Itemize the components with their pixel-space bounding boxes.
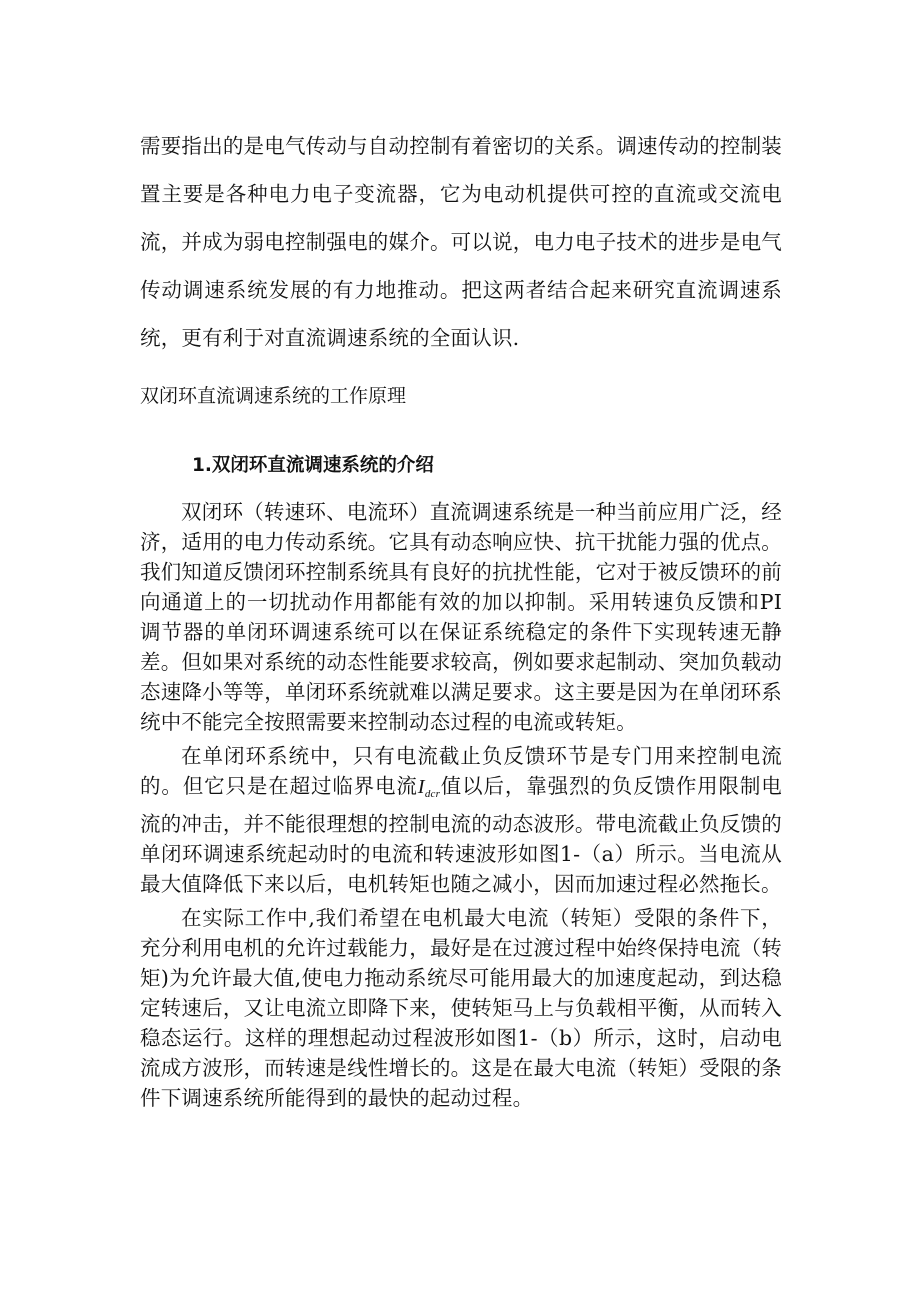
paragraph-2-after: 值以后，靠强烈的负反馈作用限制电流的冲击，并不能很理想的控制电流的动态波形。带电流截止负反馈的单闭环调速系统起动时的电流和转速波形如图1-（a）所示。当电流从最大值降低下来以后，电机转矩也随之减小，因而加速过程必然拖长。 [140, 774, 782, 896]
intro-paragraph: 需要指出的是电气传动与自动控制有着密切的关系。调速传动的控制装置主要是各种电力电子变流器，它为电动机提供可控的直流或交流电流，并成为弱电控制强电的媒介。可以说，电力电子技术的进步是电气传动调速系统发展的有力地推动。把这两者结合起来研究直流调速系统，更有利于对直流调速系统的全面认识. [140, 134, 782, 350]
sub-heading: 1.双闭环直流调速系统的介绍 [192, 455, 434, 476]
critical-current-symbol [418, 776, 440, 798]
body-text [140, 497, 782, 1117]
paragraph-2-before: 在单闭环系统中，只有电流截止负反馈环节是专门用来控制电流的。但它只是在超过临界电流 [140, 744, 782, 798]
paragraph-3: 在实际工作中,我们希望在电机最大电流（转矩）受限的条件下，充分利用电机的允许过载能力，最好是在过渡过程中始终保持电流（转矩)为允许最大值,使电力拖动系统尽可能用最大的加速度起动，到达稳定转速后，又让电流立即降下来，使转矩马上与负载相平衡，从而转入稳态运行。这样的理想起动过程波形如图1-（b）所示，这时，启动电流成方波形，而转速是线性增长的。这是在最大电流（转矩）受限的条件下调速系统所能得到的最快的起动过程。 [140, 906, 782, 1110]
section-heading: 双闭环直流调速系统的工作原理 [140, 385, 407, 407]
paragraph-1: 双闭环（转速环、电流环）直流调速系统是一种当前应用广泛，经济，适用的电力传动系统。它具有动态响应快、抗干扰能力强的优点。我们知道反馈闭环控制系统具有良好的抗扰性能，它对于被反馈环的前向通道上的一切扰动作用都能有效的加以抑制。采用转速负反馈和PI调节器的单闭环调速系统可以在保证系统稳定的条件下实现转速无静差。但如果对系统的动态性能要求较高，例如要求起制动、突加负载动态速降小等等，单闭环系统就难以满足要求。这主要是因为在单闭环系统中不能完全按照需要来控制动态过程的电流或转矩。 [140, 500, 782, 734]
critical-current-symbol-main: I [417, 776, 425, 798]
critical-current-symbol-sub: dcr [424, 788, 441, 800]
paragraph-2 [140, 741, 782, 899]
